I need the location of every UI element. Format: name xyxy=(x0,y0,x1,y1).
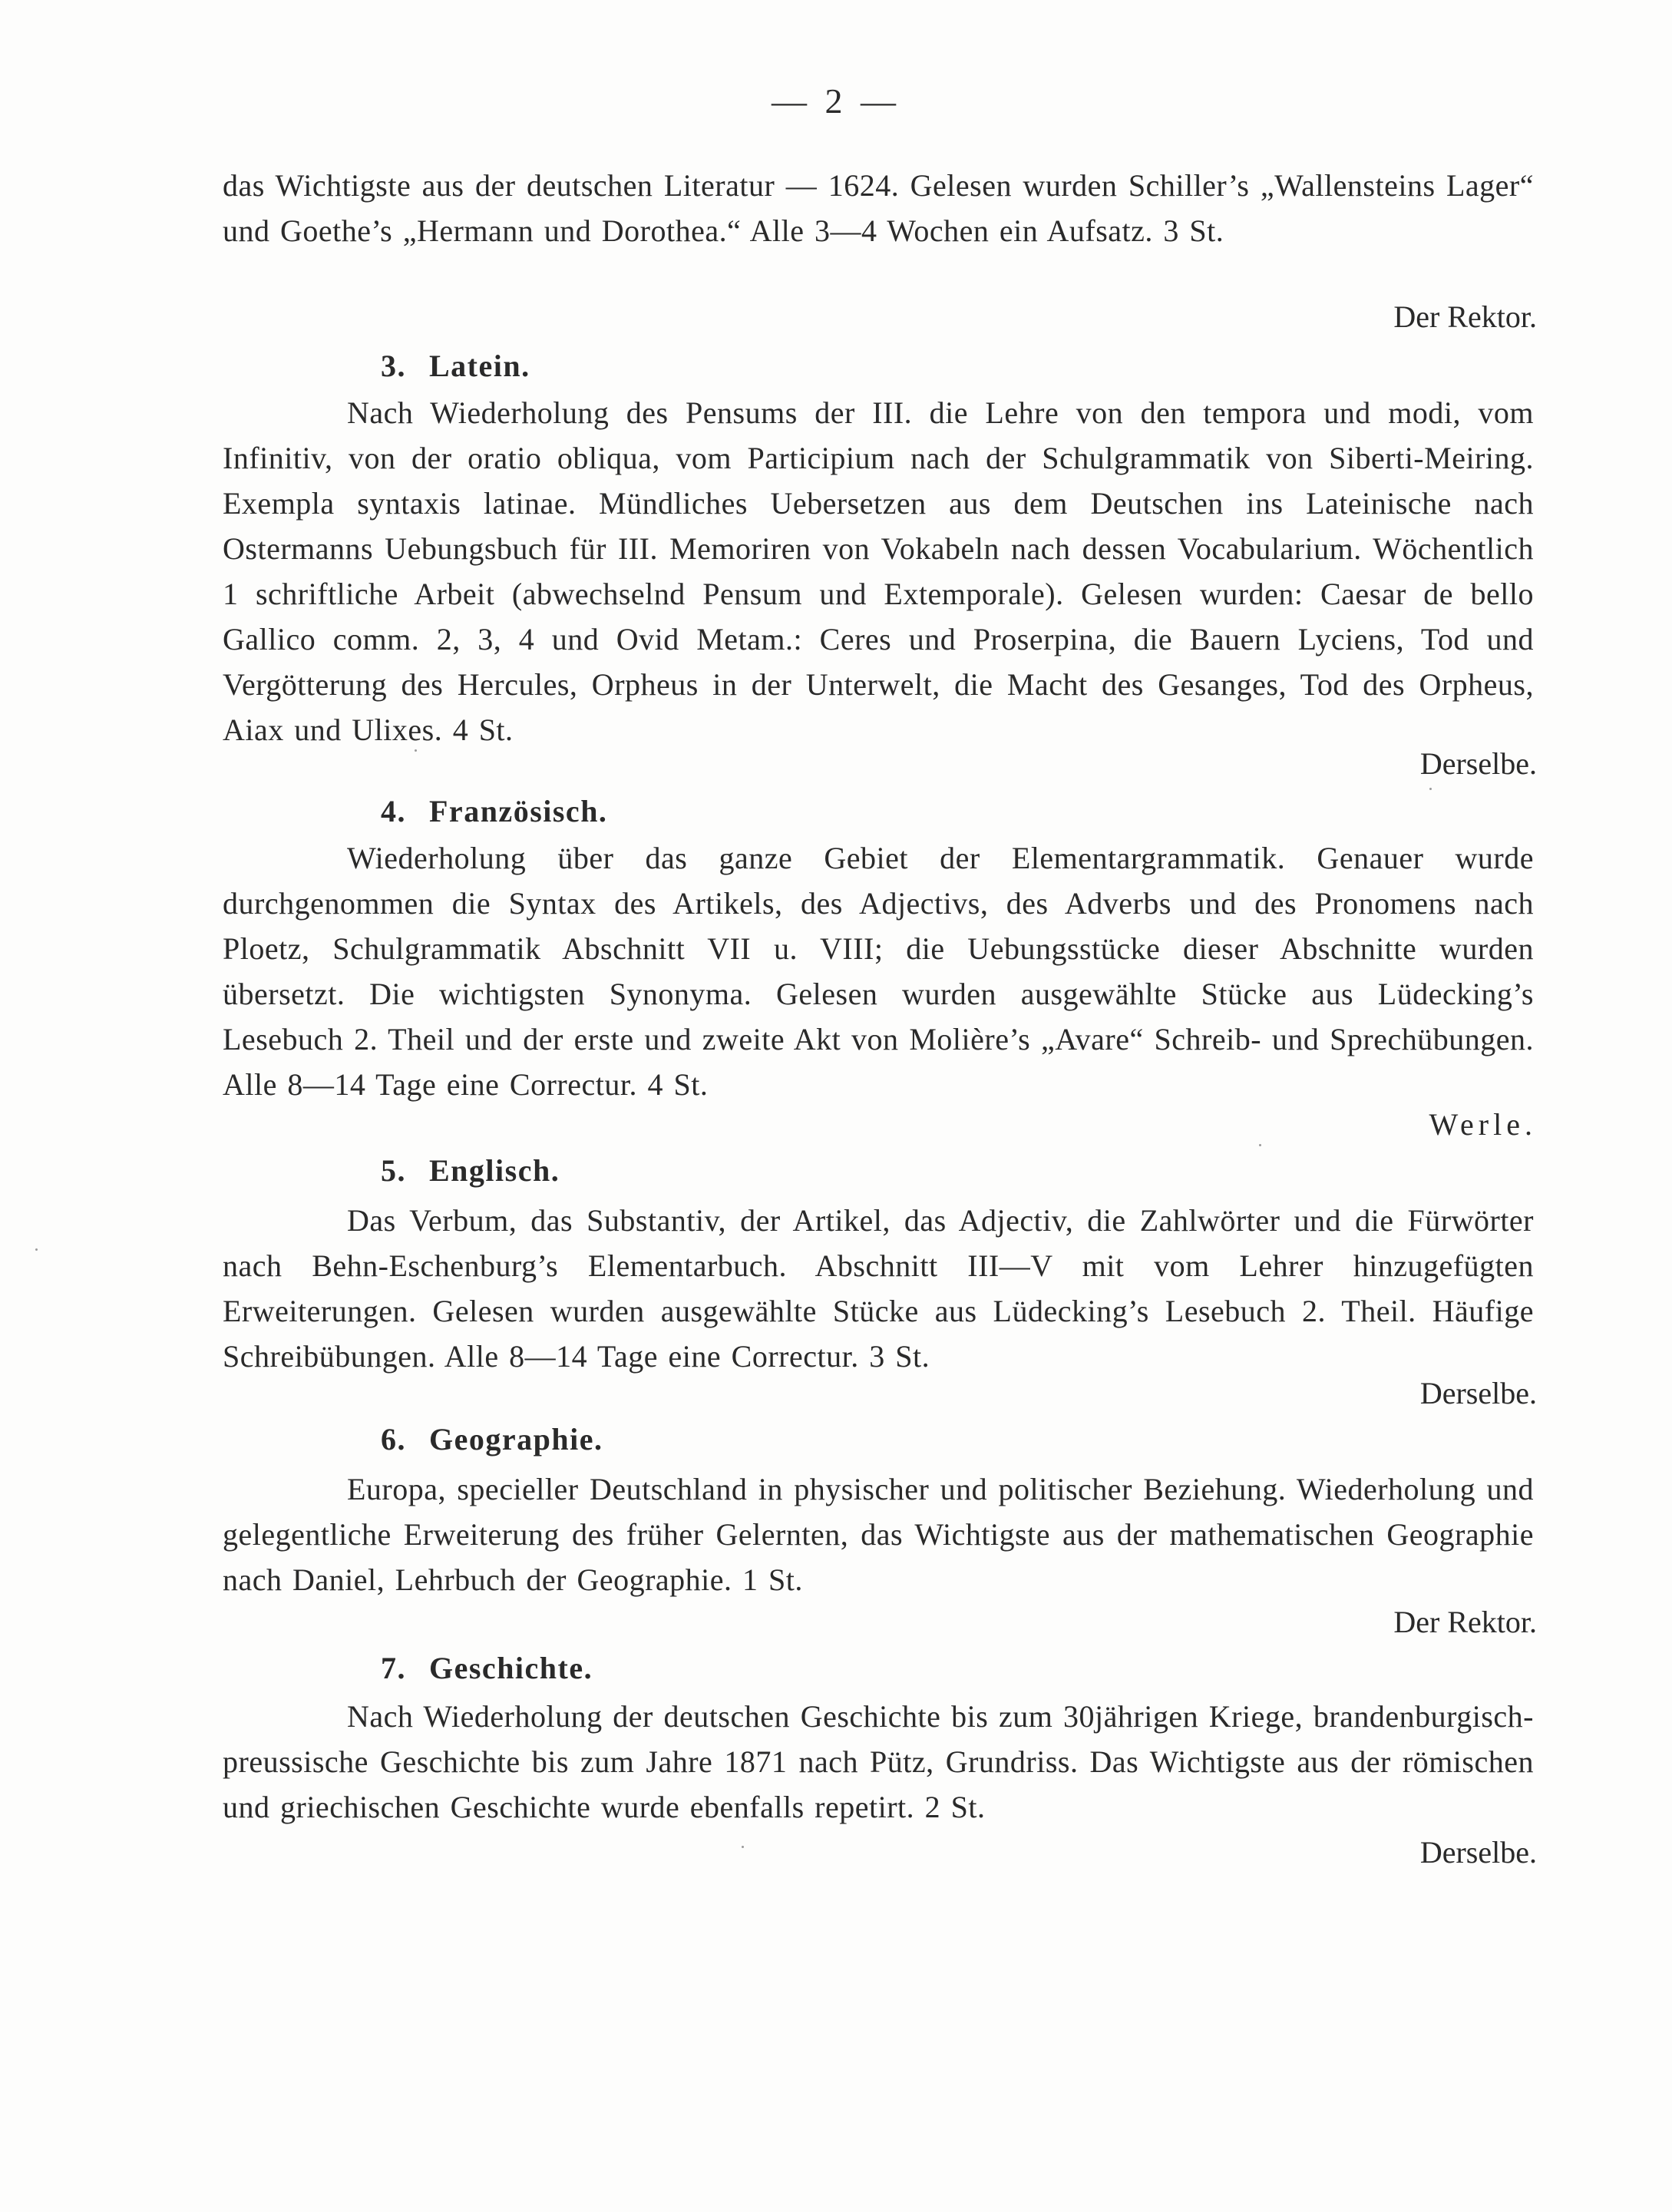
section-title: Englisch. xyxy=(429,1153,560,1188)
section-body-geschichte xyxy=(223,1694,1534,1830)
section-text: Nach Wiederholung des Pensums der III. die Lehre von den tempora und modi, vom Infinitiv, von der oratio obliqua, vom Participium nach der Schulgrammatik von Siberti-Meiring. Exempla syntaxis latinae. Mündliches Uebersetzen aus dem Deutschen ins Lateinische nach Ostermanns Uebungsbuch für III. Memoriren von Vokabeln nach dessen Vocabularium. Wöchentlich 1 schriftliche Arbeit (abwechselnd Pensum und Extemporale). Gelesen wurden: Caesar de bello Gallico comm. 2, 3, 4 und Ovid Metam.: Ceres und Proserpina, die Bauern Lyciens, Tod und Vergötterung des Hercules, Orpheus in der Unterwelt, die Macht des Gesanges, Tod des Orpheus, Aiax und Ulixes. 4 St. xyxy=(223,395,1534,747)
section-text: Das Verbum, das Substantiv, der Artikel, das Adjectiv, die Zahlwörter und die Fürwörter nach Behn-Eschenburg’s Elementarbuch. Abschnitt III—V mit vom Lehrer hinzugefügten Erweiterungen. Gelesen wurden ausgewählte Stücke aus Lüdecking’s Lesebuch 2. Theil. Häufige Schreibübungen. Alle 8—14 Tage eine Correctur. 3 St. xyxy=(223,1203,1534,1374)
scan-speck xyxy=(742,1846,744,1848)
section-heading-englisch xyxy=(381,1152,560,1190)
section-text: Nach Wiederholung der deutschen Geschichte bis zum 30jährigen Kriege, brandenburgisch-preussische Geschichte bis zum Jahre 1871 nach Pütz, Grundriss. Das Wichtigste aus der römischen und griechischen Geschichte wurde ebenfalls repetirt. 2 St. xyxy=(223,1699,1534,1824)
section-number: 3. xyxy=(381,349,406,383)
section-number: 6. xyxy=(381,1422,406,1456)
section-signature-englisch: Derselbe. xyxy=(1419,1376,1537,1410)
section-body-englisch xyxy=(223,1198,1534,1379)
section-signature-franzoesisch: Werle. xyxy=(1429,1107,1537,1142)
section-body-geographie xyxy=(223,1466,1534,1602)
intro-text: das Wichtigste aus der deutschen Literatur — 1624. Gelesen wurden Schiller’s „Wallensteins Lager“ und Goethe’s „Hermann und Dorothea.“ Alle 3—4 Wochen ein Aufsatz. 3 St. xyxy=(223,168,1534,248)
section-number: 4. xyxy=(381,794,406,828)
intro-signature: Der Rektor. xyxy=(1393,299,1537,334)
intro-paragraph xyxy=(223,163,1534,253)
scan-speck xyxy=(415,749,417,752)
section-signature-geschichte: Derselbe. xyxy=(1419,1835,1537,1870)
section-signature-geographie: Der Rektor. xyxy=(1393,1605,1537,1639)
scan-speck xyxy=(35,1248,38,1251)
section-text: Europa, specieller Deutschland in physischer und politischer Beziehung. Wiederholung und gelegentliche Erweiterung des früher Gelernten, das Wichtigste aus der mathematischen Geographie nach Daniel, Lehrbuch der Geographie. 1 St. xyxy=(223,1472,1534,1597)
section-heading-geographie xyxy=(381,1420,603,1459)
section-heading-geschichte xyxy=(381,1649,593,1688)
page-number: — 2 — xyxy=(772,81,900,121)
section-signature-latein: Derselbe. xyxy=(1419,746,1537,781)
section-number: 5. xyxy=(381,1153,406,1188)
section-body-franzoesisch xyxy=(223,835,1534,1107)
scan-speck xyxy=(1429,788,1432,790)
section-text: Wiederholung über das ganze Gebiet der Elementargrammatik. Genauer wurde durchgenommen die Syntax des Artikels, des Adjectivs, des Adverbs und des Pronomens nach Ploetz, Schulgrammatik Abschnitt VII u. VIII; die Uebungsstücke dieser Abschnitte wurden übersetzt. Die wichtigsten Synonyma. Gelesen wurden ausgewählte Stücke aus Lüdecking’s Lesebuch 2. Theil und der erste und zweite Akt von Molière’s „Avare“ Schreib- und Sprechübungen. Alle 8—14 Tage eine Correctur. 4 St. xyxy=(223,841,1534,1102)
section-number: 7. xyxy=(381,1651,406,1685)
section-title: Geographie. xyxy=(429,1422,603,1456)
scan-speck xyxy=(1259,1144,1261,1146)
section-body-latein xyxy=(223,390,1534,752)
section-heading-franzoesisch xyxy=(381,792,607,831)
section-title: Latein. xyxy=(429,349,530,383)
section-title: Geschichte. xyxy=(429,1651,593,1685)
section-heading-latein xyxy=(381,347,530,385)
section-title: Französisch. xyxy=(429,794,608,828)
